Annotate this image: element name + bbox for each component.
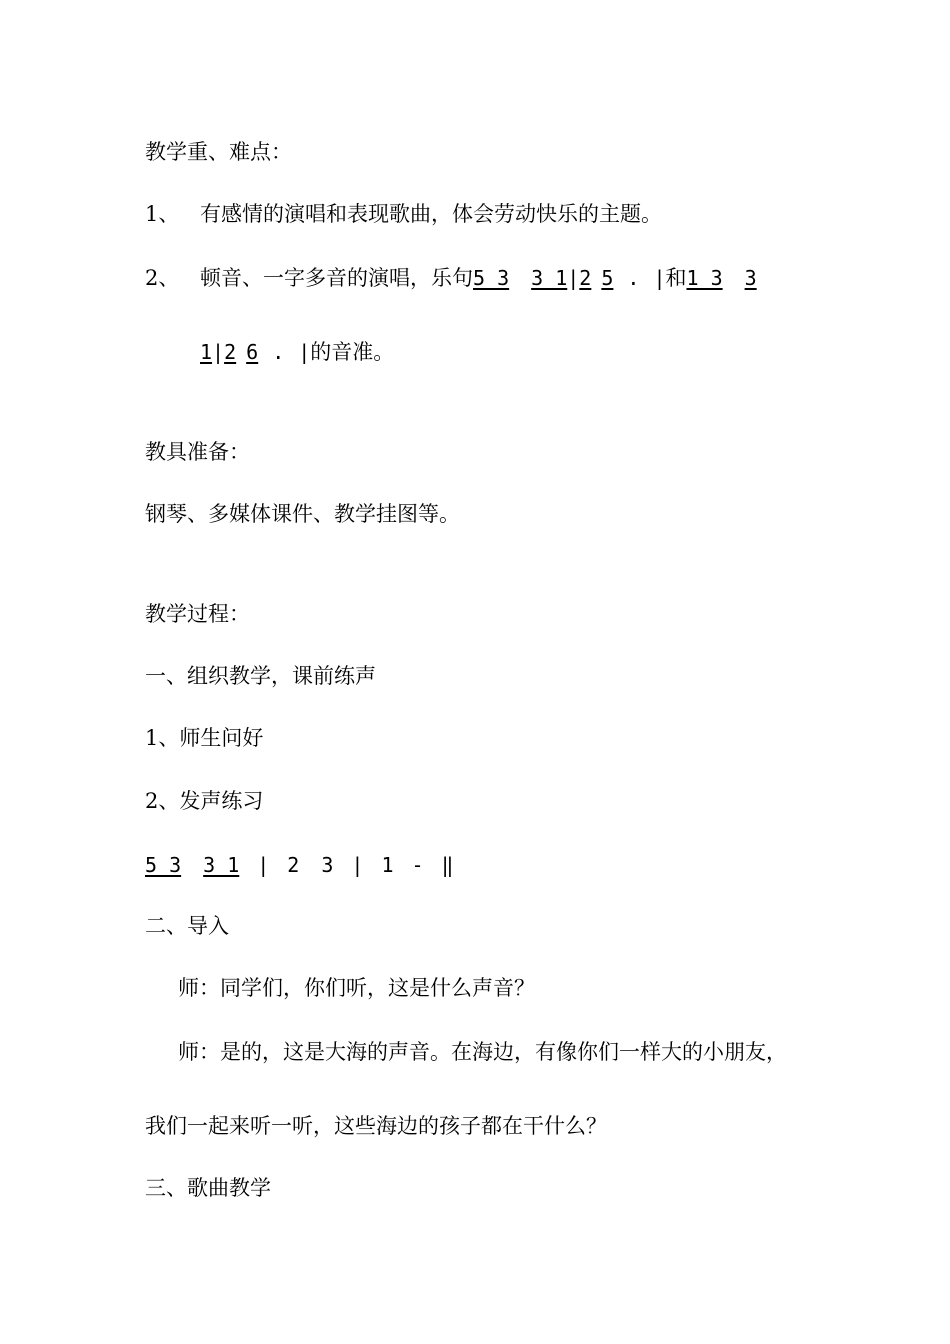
key-point-2-content bbox=[200, 268, 757, 289]
teaching-aids-heading: 教具准备： bbox=[145, 440, 250, 464]
notation-barline: | bbox=[298, 340, 311, 364]
dialog-2-line-2: 我们一起来听一听，这些海边的孩子都在干什么？ bbox=[145, 1114, 607, 1138]
notation-phrase2-note: 3 bbox=[744, 266, 757, 290]
key-point-2-text: 顿音、一字多音的演唱，乐句 bbox=[200, 266, 473, 290]
notation-barline: | bbox=[351, 853, 364, 877]
process-section-1: 一、组织教学，课前练声 bbox=[145, 664, 376, 688]
notation-group: 3 1 bbox=[203, 853, 240, 877]
notation-note: 2 bbox=[287, 853, 300, 877]
notation-barline: | bbox=[567, 266, 580, 290]
notation-dot: . bbox=[272, 340, 285, 364]
key-points-heading: 教学重、难点： bbox=[145, 140, 292, 164]
notation-phrase2-note: 6 bbox=[246, 340, 259, 364]
notation-note: 1 bbox=[381, 853, 394, 877]
teaching-aids-text: 钢琴、多媒体课件、教学挂图等。 bbox=[145, 502, 460, 526]
dialog-2-line-1: 师：是的，这是大海的声音。在海边，有像你们一样大的小朋友， bbox=[178, 1040, 787, 1064]
connector-text: 和 bbox=[665, 266, 687, 290]
key-point-2-tail: 的音准。 bbox=[310, 340, 395, 364]
notation-phrase1-group1: 5 3 bbox=[473, 266, 510, 290]
notation-barline: | bbox=[653, 266, 666, 290]
process-heading: 教学过程： bbox=[145, 602, 250, 626]
notation-barline: | bbox=[257, 853, 270, 877]
process-section-2: 二、导入 bbox=[145, 914, 229, 938]
notation-dash: - bbox=[411, 853, 424, 877]
notation-phrase2-group1: 1 3 bbox=[686, 266, 723, 290]
key-point-2 bbox=[145, 266, 757, 290]
notation-phrase2-note: 1 bbox=[200, 340, 213, 364]
notation-phrase2-note: 2 bbox=[224, 340, 237, 364]
notation-phrase1-note: 2 bbox=[579, 266, 592, 290]
process-step-1: 1、师生问好 bbox=[145, 726, 264, 750]
notation-note: 3 bbox=[321, 853, 334, 877]
notation-dot: . bbox=[627, 266, 640, 290]
dialog-1: 师：同学们，你们听，这是什么声音？ bbox=[178, 976, 535, 1000]
key-point-2-continuation bbox=[200, 342, 394, 363]
process-step-2: 2、发声练习 bbox=[145, 789, 264, 813]
key-point-1 bbox=[145, 202, 662, 226]
key-point-1-number: 1、 bbox=[145, 202, 180, 226]
notation-final-barline: ‖ bbox=[441, 853, 454, 877]
notation-group: 5 3 bbox=[145, 853, 182, 877]
notation-barline: | bbox=[212, 340, 225, 364]
notation-phrase1-note: 5 bbox=[601, 266, 614, 290]
key-point-2-number: 2、 bbox=[145, 266, 180, 290]
key-point-1-text: 有感情的演唱和表现歌曲，体会劳动快乐的主题。 bbox=[200, 202, 662, 226]
vocal-exercise-notation bbox=[145, 855, 454, 875]
process-section-3: 三、歌曲教学 bbox=[145, 1176, 271, 1200]
notation-phrase1-group2: 3 1 bbox=[531, 266, 568, 290]
